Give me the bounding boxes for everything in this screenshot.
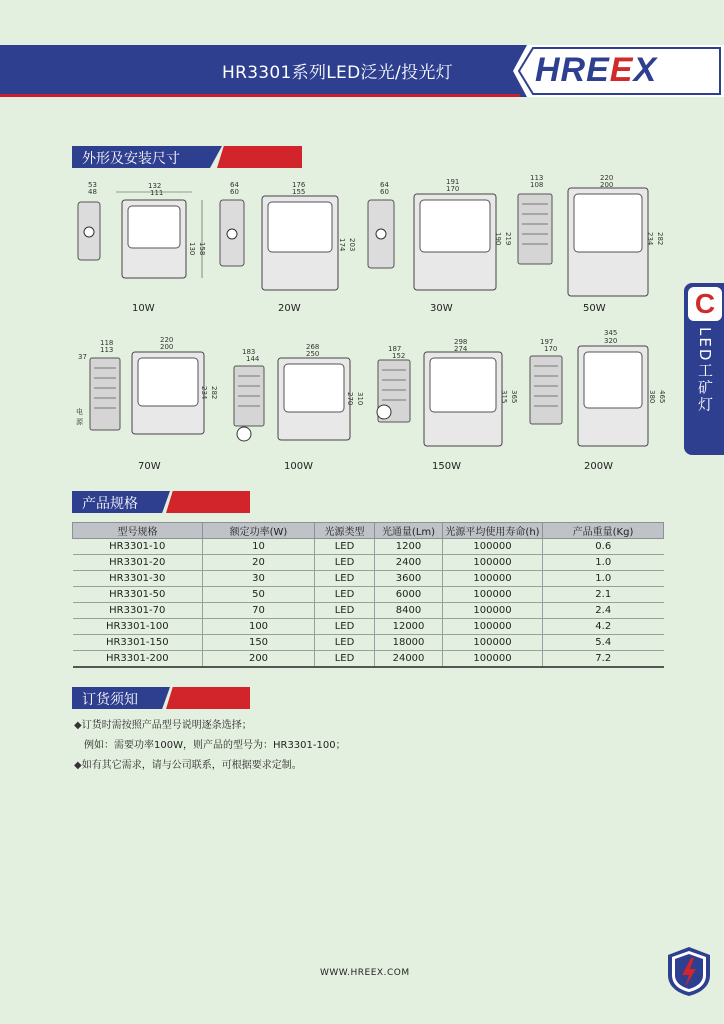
- section-bar-order: [72, 687, 250, 709]
- dim-label: 183: [242, 348, 256, 356]
- brand-logo: [513, 45, 724, 97]
- dim-label: 234: [200, 386, 208, 400]
- note-item: [74, 756, 346, 776]
- drawing-150w: [368, 338, 518, 464]
- dim-label: 64: [380, 181, 389, 189]
- dim-label: 298: [454, 338, 468, 346]
- dim-label: 200: [600, 181, 614, 189]
- dim-label: 282: [656, 232, 664, 246]
- dim-label: 174: [338, 238, 346, 252]
- dim-label: 310: [356, 392, 364, 406]
- section-bar-dims: [72, 146, 302, 168]
- section-title-specs: 产品规格: [82, 496, 138, 512]
- table-cell: 100000: [443, 619, 543, 635]
- dim-label: 380: [648, 390, 656, 404]
- table-cell: HR3301-50: [73, 587, 203, 603]
- table-cell: 1.0: [543, 571, 664, 587]
- drawing-label-10w: 10W: [132, 303, 155, 314]
- table-cell: HR3301-10: [73, 539, 203, 555]
- table-row: [73, 555, 664, 571]
- dim-label: 365: [510, 390, 518, 404]
- side-tab-letter: C: [688, 287, 722, 321]
- table-cell: 5.4: [543, 635, 664, 651]
- table-cell: 24000: [375, 651, 443, 667]
- note-item: [74, 736, 346, 756]
- drawing-label-150w: 150W: [432, 461, 461, 472]
- table-cell: HR3301-100: [73, 619, 203, 635]
- table-cell: 7.2: [543, 651, 664, 667]
- dim-label: 219: [504, 232, 512, 246]
- drawing-50w: [514, 174, 664, 308]
- table-header: 光源平均使用寿命(h): [443, 523, 543, 539]
- section-bar-specs: [72, 491, 250, 513]
- table-cell: 100000: [443, 635, 543, 651]
- dim-label: 152: [392, 352, 406, 360]
- dim-label: 465: [658, 390, 666, 404]
- table-cell: 70: [203, 603, 315, 619]
- dim-label: 113: [530, 174, 544, 182]
- side-mark: 源: [76, 418, 83, 426]
- drawing-label-50w: 50W: [583, 303, 606, 314]
- table-cell: 1200: [375, 539, 443, 555]
- note-text: 订货时需按照产品型号说明逐条选择；: [81, 720, 252, 731]
- table-row: [73, 571, 664, 587]
- drawing-label-70w: 70W: [138, 461, 161, 472]
- dim-label: 270: [346, 392, 354, 406]
- table-header: 光源类型: [315, 523, 375, 539]
- table-cell: 18000: [375, 635, 443, 651]
- table-cell: LED: [315, 587, 375, 603]
- dim-label: 315: [500, 390, 508, 404]
- dim-label: 345: [604, 329, 618, 337]
- dim-label: 118: [100, 339, 114, 347]
- diamond-bullet-icon: ◆: [74, 720, 82, 731]
- table-cell: 0.6: [543, 539, 664, 555]
- table-cell: 100: [203, 619, 315, 635]
- table-cell: LED: [315, 603, 375, 619]
- table-cell: HR3301-70: [73, 603, 203, 619]
- table-cell: LED: [315, 635, 375, 651]
- dim-label: 48: [88, 188, 97, 196]
- drawing-label-30w: 30W: [430, 303, 453, 314]
- table-cell: 8400: [375, 603, 443, 619]
- table-cell: 3600: [375, 571, 443, 587]
- table-cell: 12000: [375, 619, 443, 635]
- dim-label: 190: [494, 232, 502, 246]
- drawing-100w: [226, 342, 370, 462]
- table-cell: LED: [315, 539, 375, 555]
- dim-label: 64: [230, 181, 239, 189]
- table-cell: 100000: [443, 651, 543, 667]
- table-header: 额定功率(W): [203, 523, 315, 539]
- dim-label: 53: [88, 181, 97, 189]
- dim-label: 250: [306, 350, 320, 358]
- dim-label: 176: [292, 181, 306, 189]
- dim-label: 111: [150, 189, 164, 197]
- side-category-tab: [684, 283, 724, 455]
- dim-label: 320: [604, 337, 618, 345]
- drawing-30w: [364, 180, 514, 304]
- table-cell: 20: [203, 555, 315, 571]
- table-cell: 200: [203, 651, 315, 667]
- table-cell: 100000: [443, 555, 543, 571]
- logo-accent: E: [609, 51, 634, 89]
- drawing-10w: [72, 180, 212, 299]
- table-cell: 100000: [443, 539, 543, 555]
- dim-label: 170: [544, 345, 558, 353]
- table-cell: HR3301-150: [73, 635, 203, 651]
- drawing-label-200w: 200W: [584, 461, 613, 472]
- table-cell: LED: [315, 651, 375, 667]
- drawing-label-100w: 100W: [284, 461, 313, 472]
- dim-label: 170: [446, 185, 460, 193]
- table-cell: LED: [315, 619, 375, 635]
- side-mark: 电: [76, 408, 83, 416]
- table-row: [73, 651, 664, 667]
- table-cell: 6000: [375, 587, 443, 603]
- dim-label: 234: [646, 232, 654, 246]
- section-title-dims: 外形及安装尺寸: [82, 151, 180, 167]
- table-cell: 100000: [443, 603, 543, 619]
- table-cell: 4.2: [543, 619, 664, 635]
- dim-label: 282: [210, 386, 218, 400]
- note-text: 如有其它需求，请与公司联系，可根据要求定制。: [81, 760, 302, 771]
- table-cell: 10: [203, 539, 315, 555]
- dim-label: 187: [388, 345, 402, 353]
- note-item: [74, 716, 346, 736]
- logo-text: HREEX: [535, 51, 658, 89]
- drawing-200w: [522, 326, 668, 460]
- section-title-order: 订货须知: [82, 692, 138, 708]
- table-header-row: [73, 523, 664, 539]
- table-row: [73, 539, 664, 555]
- table-cell: 100000: [443, 587, 543, 603]
- drawing-70w: [74, 338, 220, 460]
- table-header: 光通量(Lm): [375, 523, 443, 539]
- dim-label: 60: [380, 188, 389, 196]
- table-header: 型号规格: [73, 523, 203, 539]
- shield-logo-icon: [666, 945, 712, 1001]
- dim-label: 155: [292, 188, 306, 196]
- dim-label: 60: [230, 188, 239, 196]
- table-cell: 50: [203, 587, 315, 603]
- drawing-20w: [216, 180, 356, 304]
- page-title: HR3301系列LED泛光/投光灯: [222, 63, 453, 83]
- table-row: [73, 587, 664, 603]
- table-row: [73, 635, 664, 651]
- table-cell: HR3301-20: [73, 555, 203, 571]
- dim-label: 274: [454, 345, 468, 353]
- dim-label: 220: [160, 336, 174, 344]
- header-accent-line: [0, 94, 520, 97]
- dim-label: 144: [246, 355, 260, 363]
- table-cell: 1.0: [543, 555, 664, 571]
- dim-label: 108: [530, 181, 544, 189]
- table-cell: HR3301-200: [73, 651, 203, 667]
- footer-url: WWW.HREEX.COM: [320, 968, 410, 978]
- table-cell: 2.1: [543, 587, 664, 603]
- dim-label: 268: [306, 343, 320, 351]
- dim-label: 197: [540, 338, 554, 346]
- note-text: 例如：需要功率100W，则产品的型号为：HR3301-100；: [84, 740, 346, 751]
- dim-label: 132: [148, 182, 162, 190]
- diamond-bullet-icon: ◆: [74, 760, 82, 771]
- header-band: [0, 45, 724, 97]
- dim-label: 37: [78, 353, 87, 361]
- table-cell: LED: [315, 571, 375, 587]
- dim-label: 113: [100, 346, 114, 354]
- dim-label: 220: [600, 174, 614, 182]
- dim-label: 158: [198, 242, 206, 256]
- dim-label: 200: [160, 343, 174, 351]
- dim-label: 130: [188, 242, 196, 256]
- table-cell: HR3301-30: [73, 571, 203, 587]
- spec-table: [72, 522, 664, 668]
- table-cell: 30: [203, 571, 315, 587]
- dim-label: 203: [348, 238, 356, 252]
- table-cell: 150: [203, 635, 315, 651]
- table-cell: 2.4: [543, 603, 664, 619]
- table-cell: 100000: [443, 571, 543, 587]
- table-cell: LED: [315, 555, 375, 571]
- table-row: [73, 619, 664, 635]
- table-header: 产品重量(Kg): [543, 523, 664, 539]
- table-cell: 2400: [375, 555, 443, 571]
- drawing-label-20w: 20W: [278, 303, 301, 314]
- side-tab-text: LED工矿灯: [696, 327, 714, 414]
- table-row: [73, 603, 664, 619]
- dim-label: 191: [446, 178, 460, 186]
- order-notes: [74, 716, 346, 776]
